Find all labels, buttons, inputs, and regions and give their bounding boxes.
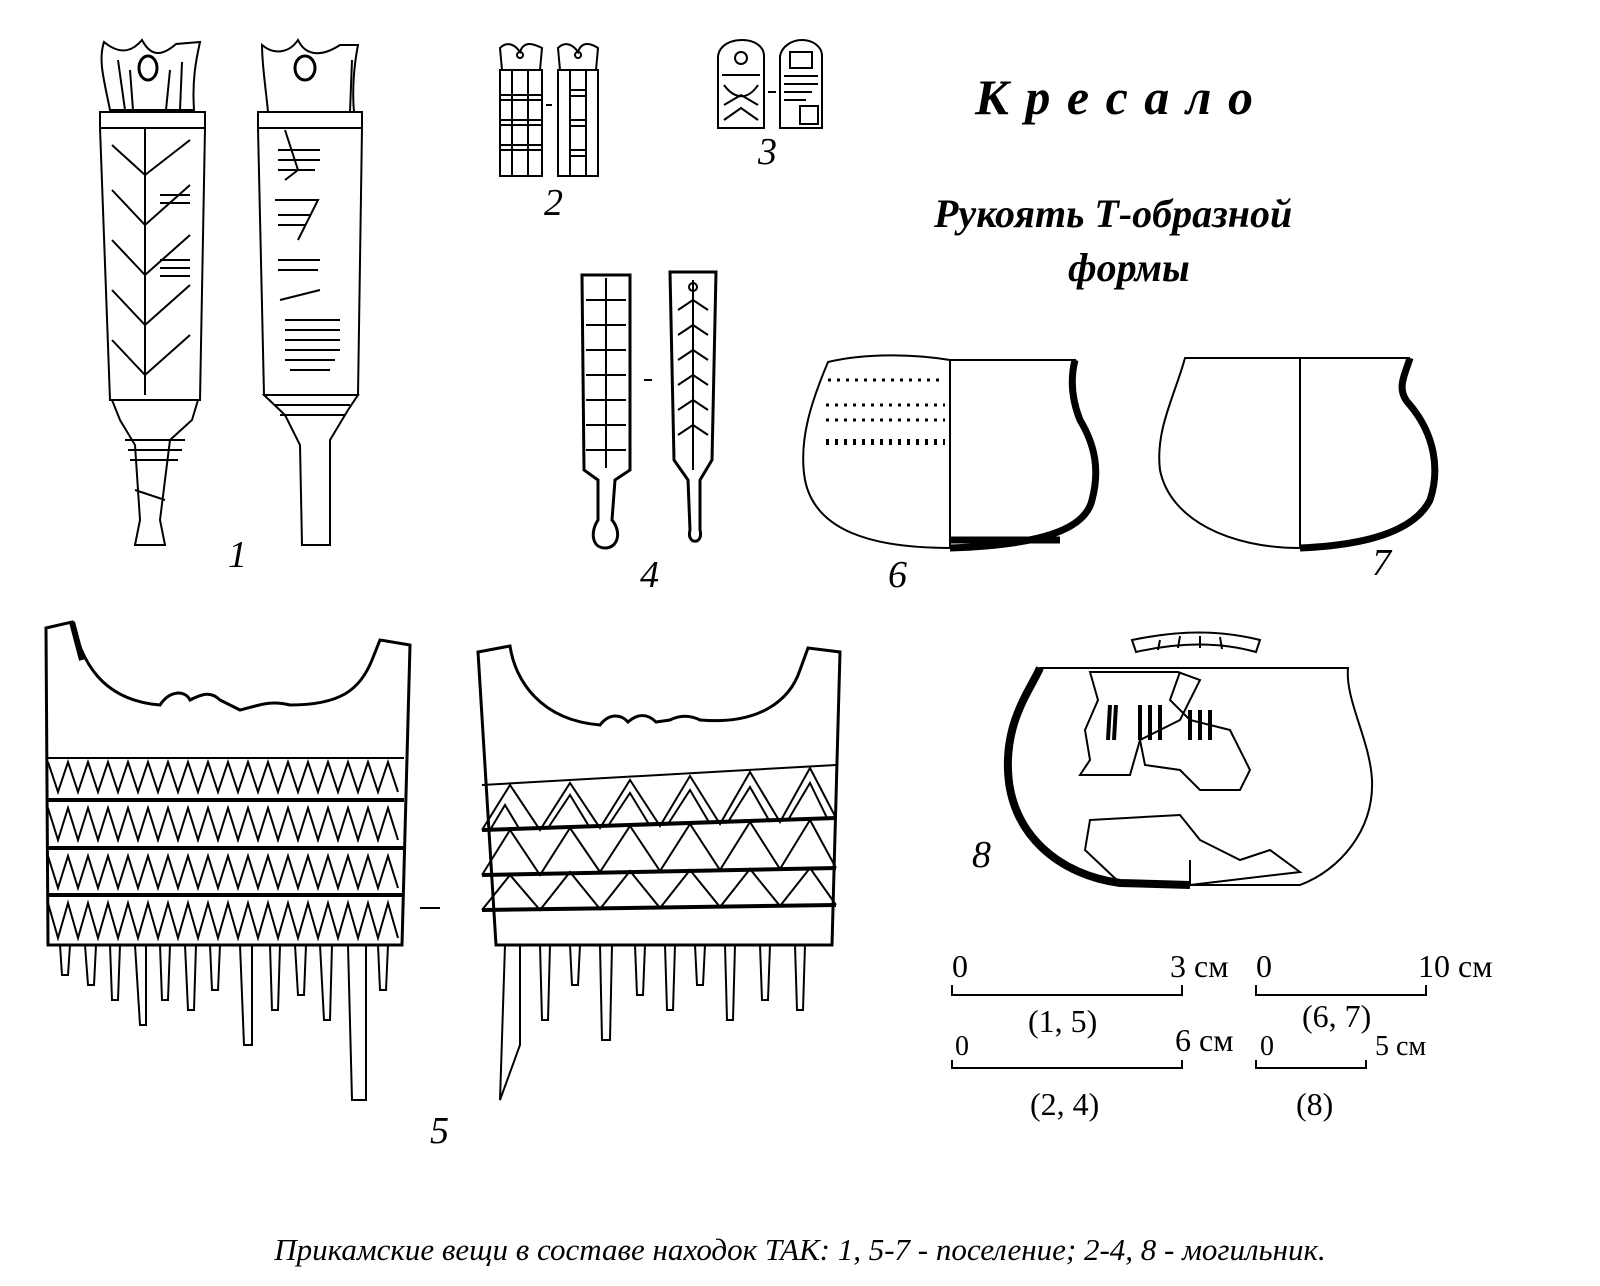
item-8-pot	[1008, 633, 1372, 886]
figure-label-1: 1	[228, 534, 247, 576]
subtitle-line-1: Рукоять Т-образной	[934, 191, 1293, 236]
subtitle-line-2: формы	[1068, 245, 1190, 290]
item-1-handle-front	[100, 40, 205, 545]
scale-a-group: (1, 5)	[1028, 1003, 1098, 1039]
figure-label-4: 4	[640, 554, 659, 596]
item-6-pot	[803, 355, 1096, 548]
figure-label-6: 6	[888, 554, 907, 596]
item-2-plaque	[500, 44, 598, 176]
scale-c-group: (2, 4)	[1030, 1086, 1100, 1122]
item-4-pendants	[582, 272, 716, 548]
item-5-comb-right	[478, 646, 840, 1100]
figure-label-2: 2	[544, 182, 563, 224]
scale-c-end: 6 см	[1175, 1022, 1234, 1058]
item-5-comb-left	[46, 622, 410, 1100]
scale-d-zero: 0	[1260, 1031, 1274, 1062]
scale-d-group: (8)	[1296, 1086, 1334, 1122]
item-3-plaque	[718, 40, 822, 128]
figure-label-7: 7	[1372, 542, 1391, 584]
scale-d-end: 5 см	[1375, 1031, 1427, 1062]
scale-b-zero: 0	[1256, 948, 1272, 984]
item-7-pot	[1159, 358, 1435, 548]
scale-c-zero: 0	[955, 1031, 969, 1062]
figure-label-3: 3	[758, 131, 777, 173]
scale-b-end: 10 см	[1418, 948, 1493, 984]
figure-label-8: 8	[972, 834, 991, 876]
scale-bar-a	[952, 985, 1182, 995]
figure-caption: Прикамские вещи в составе находок ТАК: 1, 5-7 - поселение; 2-4, 8 - могильник.	[274, 1232, 1326, 1267]
item-1-handle-back	[258, 40, 362, 545]
scale-bar-b	[1256, 985, 1426, 995]
scale-a-end: 3 см	[1170, 948, 1229, 984]
scale-a-zero: 0	[952, 948, 968, 984]
scale-b-group: (6, 7)	[1302, 998, 1372, 1034]
scale-bar-c	[952, 1060, 1182, 1068]
main-title: К р е с а л о	[975, 69, 1255, 125]
figure-label-5: 5	[430, 1110, 449, 1152]
